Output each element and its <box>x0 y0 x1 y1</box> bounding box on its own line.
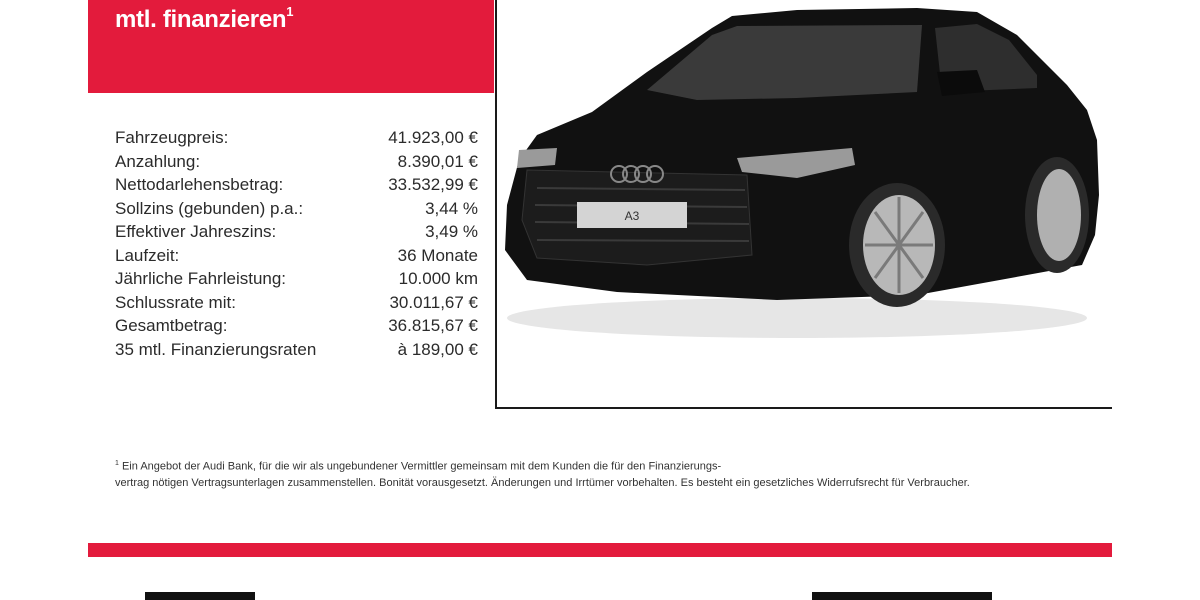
row-value: 36.815,67 € <box>388 316 478 335</box>
license-plate-text: A3 <box>624 209 640 223</box>
financing-row <box>115 199 478 223</box>
offer-header <box>88 0 494 93</box>
legal-footnote <box>115 456 1015 491</box>
car-image-frame <box>495 0 1112 409</box>
offer-title <box>115 6 293 34</box>
financing-table <box>115 128 478 363</box>
row-value: 33.532,99 € <box>388 175 478 194</box>
row-value: 30.011,67 € <box>389 292 478 312</box>
footer-logo-fragment-left <box>145 592 255 600</box>
row-label: Fahrzeugpreis: <box>115 128 229 147</box>
row-label: Effektiver Jahreszins: <box>115 222 277 241</box>
footnote-mark: 1 <box>115 460 119 467</box>
row-label: Jährliche Fahrleistung: <box>115 269 287 288</box>
side-mirror <box>937 70 985 96</box>
row-label: 35 mtl. Finanzierungsraten <box>115 339 317 359</box>
financing-row <box>115 340 478 364</box>
row-label: Anzahlung: <box>115 151 201 171</box>
row-value: 3,44 % <box>425 198 478 218</box>
financing-row <box>115 246 478 270</box>
footer-bar <box>88 543 1112 557</box>
footnote-text-1: Ein Angebot der Audi Bank, für die wir als ungebundener Vermittler gemeinsam mit dem Kunden die für den Finanzierungs- <box>121 460 722 473</box>
financing-row <box>115 316 478 340</box>
row-value: 10.000 km <box>398 269 478 288</box>
financing-row <box>115 152 478 176</box>
row-value: 41.923,00 € <box>388 128 478 147</box>
financing-row <box>115 269 478 293</box>
row-label: Laufzeit: <box>115 245 180 265</box>
footnote-line-1 <box>115 456 1015 475</box>
footer-logo-fragment-right <box>812 592 992 600</box>
rear-rim <box>1037 169 1081 261</box>
footnote-mark: 1 <box>286 4 294 19</box>
car-image <box>497 0 1112 407</box>
row-label: Sollzins (gebunden) p.a.: <box>115 198 304 218</box>
headlight-left <box>517 148 557 168</box>
offer-title-text: mtl. finanzieren <box>115 6 287 33</box>
row-value: 8.390,01 € <box>397 151 478 171</box>
row-label: Nettodarlehensbetrag: <box>115 175 284 194</box>
row-value: 36 Monate <box>397 245 478 265</box>
row-value: à 189,00 € <box>397 339 478 359</box>
footnote-line-2: vertrag nötigen Vertragsunterlagen zusammenstellen. Bonität vorausgesetzt. Änderungen und Irrtümer vorbehalten. Es besteht ein gesetzliches Widerrufsrecht für Verbraucher. <box>115 476 970 489</box>
financing-row <box>115 175 478 199</box>
row-label: Schlussrate mit: <box>115 292 236 312</box>
car-shadow <box>507 298 1087 338</box>
financing-row <box>115 128 478 152</box>
car-windshield <box>647 25 922 100</box>
financing-row <box>115 293 478 317</box>
row-label: Gesamtbetrag: <box>115 316 228 335</box>
financing-row <box>115 222 478 246</box>
row-value: 3,49 % <box>425 222 478 241</box>
